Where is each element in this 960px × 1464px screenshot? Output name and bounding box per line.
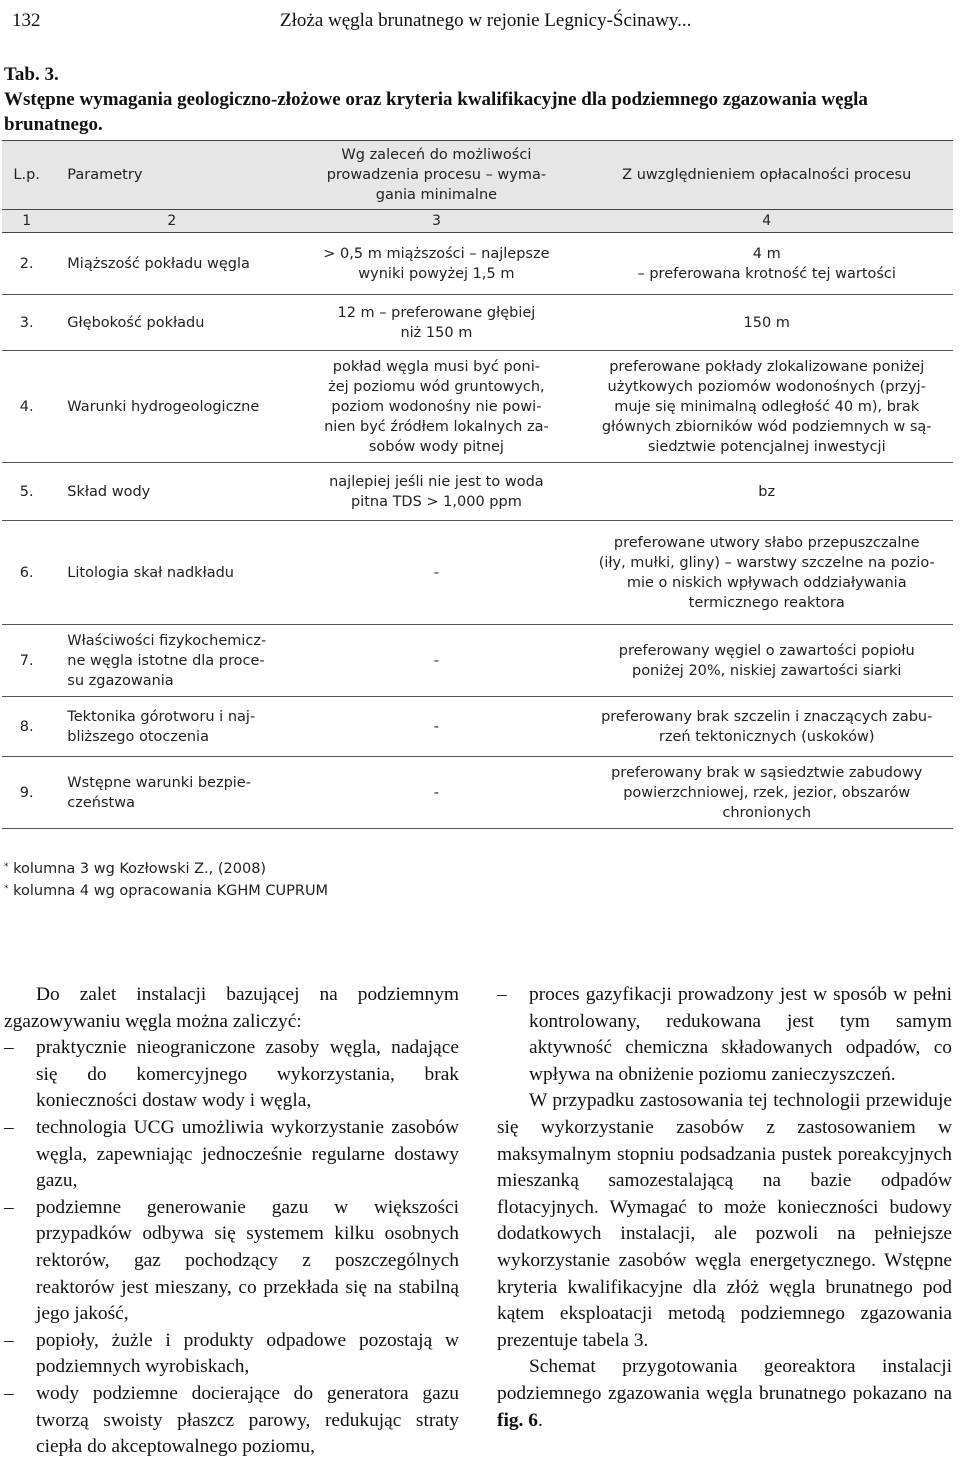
minimal-requirement-cell [292,351,580,463]
minimal-requirement-cell [292,521,580,625]
row-number: 5. [2,463,51,521]
header-line: gania minimalne [375,187,498,203]
cell-line: powierzchniowej, rzek, jezior, obszarów [623,784,911,801]
table-row [2,625,953,697]
intro-paragraph: Do zalet instalacji bazującej na podziemnym zgazowywaniu węgla można zaliczyć: [4,984,459,1032]
header-profitability: Z uwzględnieniem opłacalności procesu [580,141,953,210]
row-number: 3. [2,295,51,351]
minimal-requirement-cell [292,295,580,351]
cell-line: bz [758,483,776,500]
list-item [497,982,952,1088]
column-number: 2 [51,210,292,233]
list-item-text: technologia UCG umożliwia wykorzystanie zasobów węgla, zapewniając jednocześnie regularne dostawy gazu, [36,1116,459,1192]
row-number: 6. [2,521,51,625]
table-body [2,233,953,829]
table-header-row [2,141,953,210]
minimal-requirement-cell [292,463,580,521]
table-caption [4,62,954,137]
list-item-text: popioły, żużle i produkty odpadowe pozostają w podziemnych wyrobiskach, [36,1329,459,1378]
cell-line: Miąższość pokładu węgla [67,255,250,272]
table-row [2,757,953,829]
cell-line: - [433,564,440,581]
cell-line: preferowany brak szczelin i znaczących zabu- [601,708,933,725]
minimal-requirement-cell [292,697,580,757]
list-item-text: proces gazyfikacji prowadzony jest w sposób w pełni kontrolowany, redukowana jest tym samym aktywność chemiczna składowanych odpadów, co wpływa na obniżenie poziomu zanieczyszczeń. [529,984,952,1085]
profitability-cell [580,295,953,351]
row-number: 8. [2,697,51,757]
cell-line: najlepiej jeśli nie jest to woda [329,473,544,490]
cell-line: preferowane utwory słabo przepuszczalne [613,534,920,551]
cell-line: nien być źródłem lokalnych za- [324,418,549,435]
cell-line: Warunki hydrogeologiczne [67,398,260,415]
profitability-cell [580,351,953,463]
cell-line: Tektonika górotworu i naj- [67,708,256,725]
profitability-cell [580,233,953,295]
cell-line: muje się minimalną odległość 40 m), brak [614,398,920,415]
row-number: 9. [2,757,51,829]
column-number: 3 [292,210,580,233]
page-number: 132 [12,10,41,31]
running-title: Złoża węgla brunatnego w rejonie Legnicy-Ścinawy... [280,10,692,31]
profitability-cell [580,757,953,829]
cell-line: pokład węgla musi być poni- [332,358,540,375]
cell-line: Skład wody [67,483,151,500]
column-number: 4 [580,210,953,233]
parameter-cell [51,351,292,463]
footnote-mark: * [4,884,9,894]
parameter-cell [51,233,292,295]
column-number: 1 [2,210,51,233]
profitability-cell [580,625,953,697]
list-item [4,1381,459,1461]
cell-line: Właściwości fizykochemicz- [67,632,267,649]
cell-line: poziom wodonośny nie powi- [331,398,542,415]
body-column-right [497,982,952,1434]
parameter-cell [51,521,292,625]
list-item-text: praktycznie nieograniczone zasoby węgla, nadające się do komercyjnego wykorzystania, brak konieczności dostaw wody i węgla, [36,1037,459,1112]
table-row [2,233,953,295]
cell-line: Wstępne warunki bezpie- [67,774,251,791]
header-parameters: Parametry [51,141,292,210]
minimal-requirement-cell [292,625,580,697]
requirements-table [2,140,953,829]
cell-line: żej poziomu wód gruntowych, [328,378,545,395]
parameter-cell [51,625,292,697]
row-number: 2. [2,233,51,295]
header-minimal-requirements [292,141,580,210]
paragraph [497,1354,952,1434]
parameter-cell [51,295,292,351]
cell-line: Głębokość pokładu [67,314,205,331]
profitability-cell [580,521,953,625]
cell-line: siedztwie potencjalnej inwestycji [647,438,886,455]
cell-line: - [433,652,440,669]
paragraph-text: Schemat przygotowania georeaktora instalacji podziemnego zgazowania węgla brunatnego pokazano na [497,1356,952,1404]
page-header [10,4,950,38]
dash-marker: – [4,1037,14,1059]
cell-line: Litologia skał nadkładu [67,564,234,581]
cell-line: 4 m [752,245,781,262]
footnote-text: kolumna 4 wg opracowania KGHM CUPRUM [13,883,329,899]
cell-line: poniżej 20%, niskiej zawartości siarki [631,662,902,679]
cell-line: termicznego reaktora [688,594,845,611]
header-line: Wg zaleceń do możliwości [341,147,532,163]
footnotes [4,858,604,902]
dash-marker: – [4,1329,14,1351]
cell-line: preferowany węgiel o zawartości popiołu [618,642,915,659]
dash-marker: – [4,1382,14,1404]
list-item [4,1035,459,1115]
cell-line: (iły, mułki, gliny) – warstwy szczelne na pozio- [598,554,935,571]
row-number: 7. [2,625,51,697]
table-row [2,521,953,625]
cell-line: preferowane pokłady zlokalizowane poniżej [609,358,925,375]
minimal-requirement-cell [292,757,580,829]
body-column-left [4,982,459,1461]
footnote-text: kolumna 3 wg Kozłowski Z., (2008) [13,861,267,877]
figure-reference[interactable]: fig. 6 [497,1409,538,1431]
list-item [4,1195,459,1328]
parameter-cell [51,757,292,829]
cell-line: ne węgla istotne dla proce- [67,652,265,669]
cell-line: rzeń tektonicznych (uskoków) [658,728,875,745]
cell-line: mie o niskich wpływach oddziaływania [626,574,907,591]
table-row [2,351,953,463]
cell-line: wyniki powyżej 1,5 m [358,265,515,282]
cell-line: – preferowana krotność tej wartości [637,265,896,282]
table-row [2,295,953,351]
list-item-text: wody podziemne docierające do generatora gazu tworzą swoisty płaszcz parowy, redukując straty ciepła do akceptowalnego poziomu, [36,1382,459,1458]
header-lp: L.p. [2,141,51,210]
cell-line: > 0,5 m miąższości – najlepsze [323,245,550,262]
footnote [4,880,604,902]
list-item [4,1328,459,1381]
footnote-mark: * [4,862,9,872]
list-item [4,1115,459,1195]
column-number-row [2,210,953,233]
cell-line: preferowany brak w sąsiedztwie zabudowy [611,764,923,781]
cell-line: głównych zbiorników wód podziemnych w są- [601,418,932,435]
paragraph: W przypadku zastosowania tej technologii przewiduje się wykorzystanie zasobów z zastosowaniem w maksymalnym stopniu podsadzania pustek poreakcyjnych mieszanką samozestalającą na bazie odpadów flotacyjnych. Wymagać to może konieczności budowy dodatkowych instalacji, ale pozwoli na pełniejsze wykorzystanie zasobów węgla energetycznego. Wstępne kryteria kwalifikacyjne dla złóż węgla brunatnego pod kątem eksploatacji metodą podziemnego zgazowania prezentuje tabela 3. [497,1090,952,1351]
table-row [2,697,953,757]
cell-line: czeństwa [67,794,135,811]
cell-line: su zgazowania [67,672,174,689]
cell-line: - [433,784,440,801]
profitability-cell [580,463,953,521]
minimal-requirement-cell [292,233,580,295]
row-number: 4. [2,351,51,463]
cell-line: użytkowych poziomów wodonośnych (przyj- [607,378,926,395]
paragraph-end: . [537,1409,543,1431]
cell-line: sobów wody pitnej [368,438,504,455]
header-line: prowadzenia procesu – wyma- [326,167,547,183]
cell-line: bliższego otoczenia [67,728,209,745]
cell-line: 12 m – preferowane głębiej [337,304,536,321]
cell-line: pitna TDS > 1,000 ppm [350,493,522,510]
parameter-cell [51,697,292,757]
table-label: Tab. 3. [4,64,59,85]
cell-line: niż 150 m [400,324,473,341]
table-row [2,463,953,521]
cell-line: 150 m [743,314,790,331]
list-item-text: podziemne generowanie gazu w większości przypadków odbywa się systemem kilku osobnych rektorów, gaz pochodzący z poszczególnych reaktorów jest mieszany, co przekłada się na stabilną jego jakość, [36,1196,459,1325]
profitability-cell [580,697,953,757]
dash-marker: – [497,984,507,1005]
footnote [4,858,604,880]
dash-marker: – [4,1116,14,1138]
table-title: Wstępne wymagania geologiczno-złożowe oraz kryteria kwalifikacyjne dla podziemnego zgazowania węgla brunatnego. [4,89,868,135]
parameter-cell [51,463,292,521]
cell-line: - [433,718,440,735]
cell-line: chronionych [722,804,812,821]
dash-marker: – [4,1196,14,1218]
